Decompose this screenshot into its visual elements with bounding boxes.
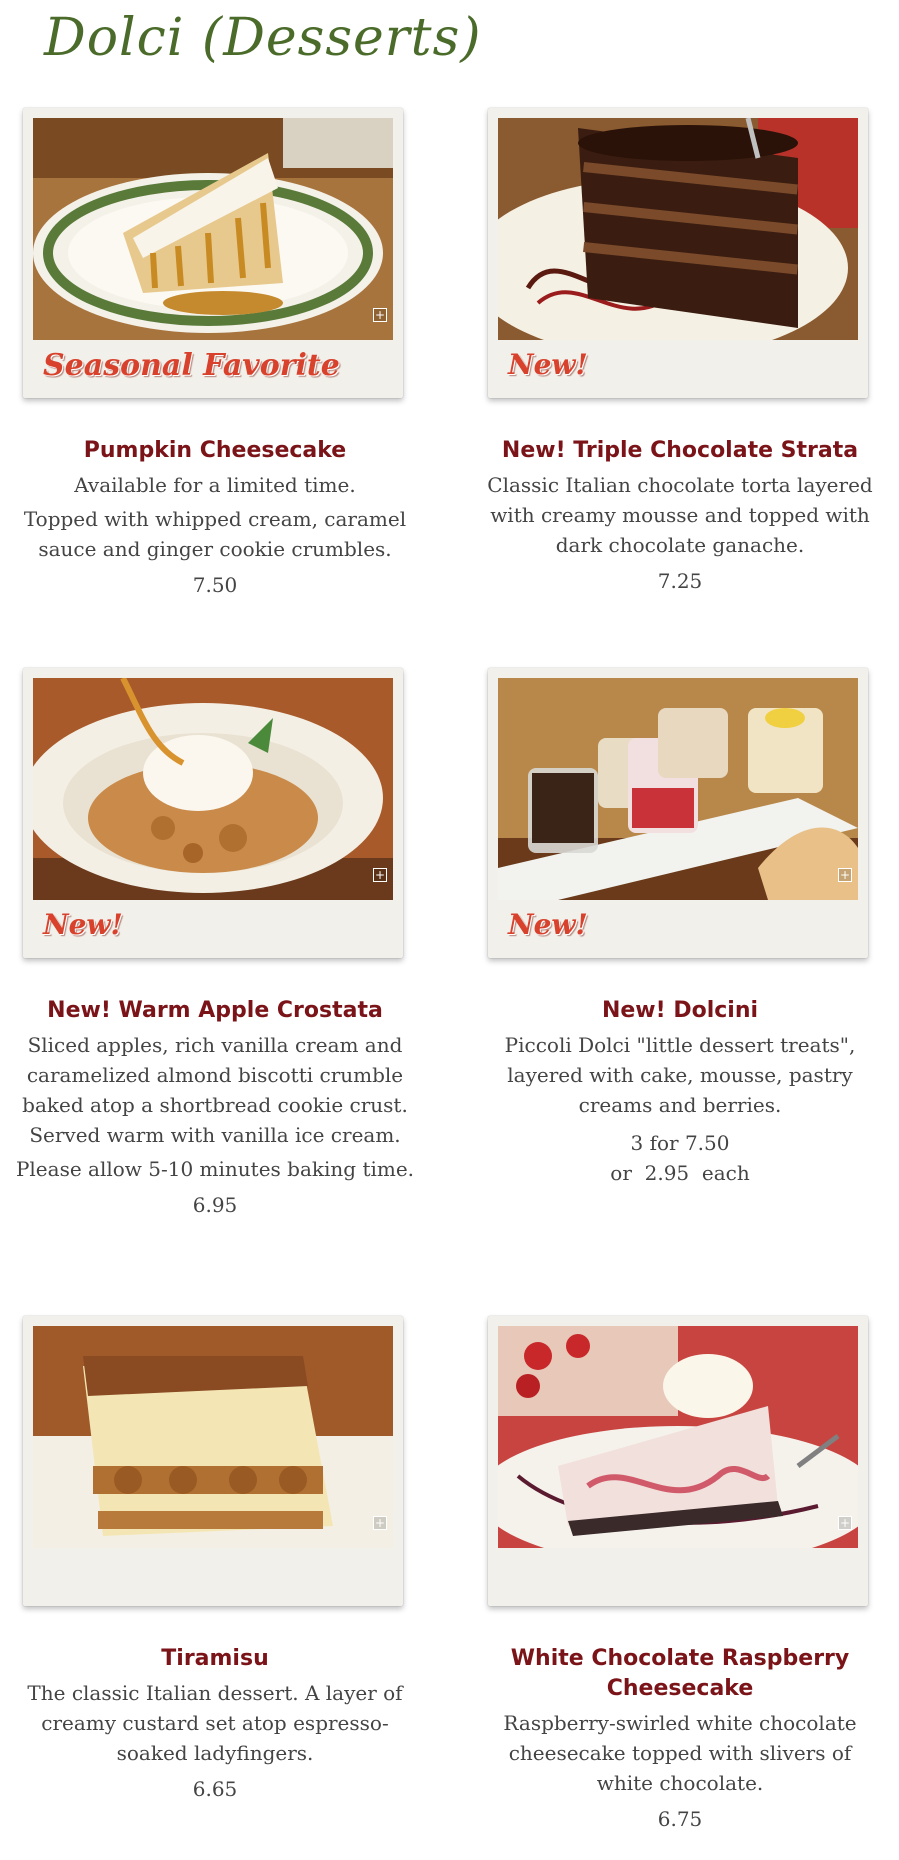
item-name: Tiramisu xyxy=(161,1646,269,1671)
seasonal-favorite-badge: Seasonal Favorite xyxy=(43,348,340,383)
expand-icon[interactable]: + xyxy=(374,868,386,882)
item-description: Sliced apples, rich vanilla cream and caramelized almond biscotti crumble baked atop a shortbread cookie crust. Served warm with vanilla ice cream. xyxy=(22,1033,408,1147)
menu-item-tiramisu xyxy=(15,1316,415,1804)
menu-item-white-chocolate-raspberry-cheesecake xyxy=(480,1316,880,1834)
item-photo[interactable] xyxy=(498,1326,858,1548)
item-name: White Chocolate Raspberry Cheesecake xyxy=(510,1646,850,1701)
item-photo-frame[interactable] xyxy=(488,1316,868,1606)
item-photo-frame[interactable] xyxy=(488,668,868,958)
item-price-each: or 2.95 each xyxy=(610,1161,750,1185)
item-photo[interactable] xyxy=(498,678,858,900)
item-photo-frame[interactable] xyxy=(23,1316,403,1606)
item-photo[interactable] xyxy=(33,678,393,900)
item-photo[interactable] xyxy=(498,118,858,340)
item-description: Piccoli Dolci "little dessert treats", layered with cake, mousse, pastry creams and berries. xyxy=(504,1033,856,1117)
menu-item-warm-apple-crostata xyxy=(15,668,415,1220)
item-price: 7.50 xyxy=(192,573,238,597)
item-name: New! Triple Chocolate Strata xyxy=(501,438,859,463)
item-photo-frame[interactable] xyxy=(488,108,868,398)
expand-icon[interactable]: + xyxy=(839,1516,851,1530)
item-description: Please allow 5-10 minutes baking time. xyxy=(15,1157,415,1181)
item-name: New! Warm Apple Crostata xyxy=(47,998,383,1023)
new-badge: New! xyxy=(508,348,588,381)
menu-item-pumpkin-cheesecake xyxy=(15,108,415,600)
new-badge: New! xyxy=(43,908,123,941)
expand-icon[interactable]: + xyxy=(839,868,851,882)
item-description: Available for a limited time. xyxy=(74,473,356,497)
item-description: Raspberry-swirled white chocolate cheesecake topped with slivers of white chocolate. xyxy=(503,1711,857,1795)
item-photo[interactable] xyxy=(33,1326,393,1548)
item-name: New! Dolcini xyxy=(601,998,759,1023)
item-price: 6.75 xyxy=(657,1807,703,1831)
expand-icon[interactable]: + xyxy=(374,1516,386,1530)
item-description: The classic Italian dessert. A layer of creamy custard set atop espresso-soaked ladyfingers. xyxy=(27,1681,403,1765)
new-badge: New! xyxy=(508,908,588,941)
item-price: 3 for 7.50 xyxy=(630,1131,730,1155)
menu-item-dolcini xyxy=(480,668,880,1188)
item-price: 6.65 xyxy=(192,1777,238,1801)
item-price: 6.95 xyxy=(192,1193,238,1217)
item-photo-frame[interactable] xyxy=(23,668,403,958)
item-photo[interactable] xyxy=(33,118,393,340)
item-price: 7.25 xyxy=(657,569,703,593)
menu-item-triple-chocolate-strata xyxy=(480,108,880,596)
item-name: Pumpkin Cheesecake xyxy=(83,438,347,463)
expand-icon[interactable]: + xyxy=(374,308,386,322)
item-description: Topped with whipped cream, caramel sauce and ginger cookie crumbles. xyxy=(23,507,407,561)
item-description: Classic Italian chocolate torta layered with creamy mousse and topped with dark chocolate ganache. xyxy=(487,473,873,557)
item-photo-frame[interactable] xyxy=(23,108,403,398)
page-title: Dolci (Desserts) xyxy=(44,8,482,68)
